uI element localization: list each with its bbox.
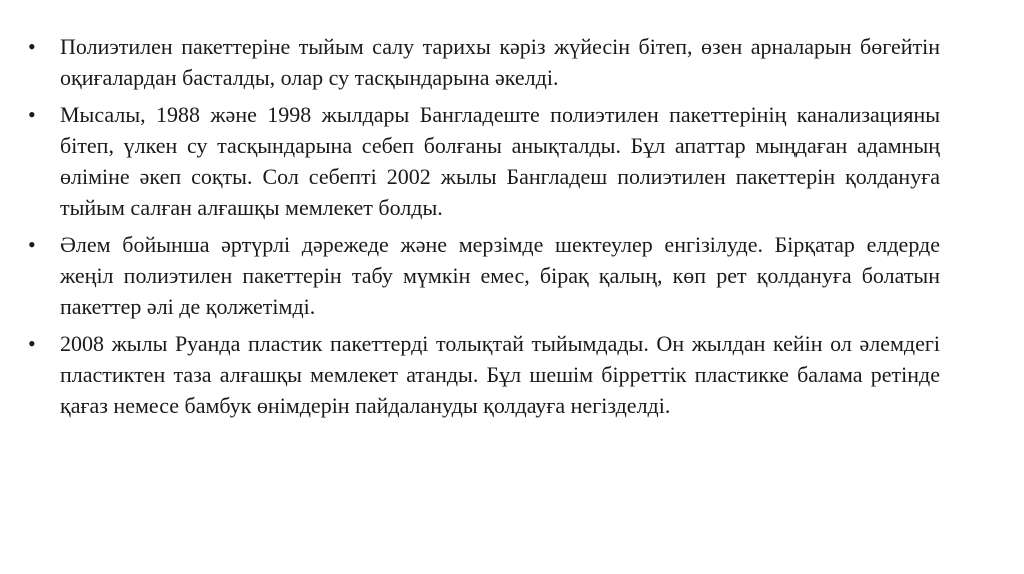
bullet-item-4 xyxy=(28,328,940,421)
bullet-text-4: 2008 жылы Руанда пластик пакеттерді толықтай тыйымдады. Он жылдан кейін ол әлемдегі пластиктен таза алғашқы мемлекет атанды. Бұл шешім бірреттік пластикке балама ретінде қағаз немесе бамбук өнімдерін пайдалануды қолдауға негізделді. xyxy=(60,331,940,418)
bullet-text-3: Әлем бойынша әртүрлі дәрежеде және мерзімде шектеулер енгізілуде. Бірқатар елдерде жеңіл полиэтилен пакеттерін табу мүмкін емес, бірақ қалың, көп рет қолдануға болатын пакеттер әлі де қолжетімді. xyxy=(60,232,940,319)
bullet-item-3 xyxy=(28,229,940,322)
bullet-item-1 xyxy=(28,31,940,93)
bullet-marker: • xyxy=(28,102,36,127)
bullet-marker: • xyxy=(28,331,36,356)
bullet-text-2: Мысалы, 1988 және 1998 жылдары Бангладеште полиэтилен пакеттерінің канализацияны бітеп, үлкен су тасқындарына себеп болғаны анықталды. Бұл апаттар мыңдаған адамның өліміне әкеп соқты. Сол себепті 2002 жылы Бангладеш полиэтилен пакеттерін қолдануға тыйым салған алғашқы мемлекет болды. xyxy=(60,102,940,220)
bullet-marker: • xyxy=(28,34,36,59)
bullet-marker: • xyxy=(28,232,36,257)
bullet-item-2 xyxy=(28,99,940,223)
bullet-list xyxy=(28,31,940,427)
bullet-text-1: Полиэтилен пакеттеріне тыйым салу тарихы кәріз жүйесін бітеп, өзен арналарын бөгейтін оқиғалардан басталды, олар су тасқындарына әкелді. xyxy=(60,34,940,90)
